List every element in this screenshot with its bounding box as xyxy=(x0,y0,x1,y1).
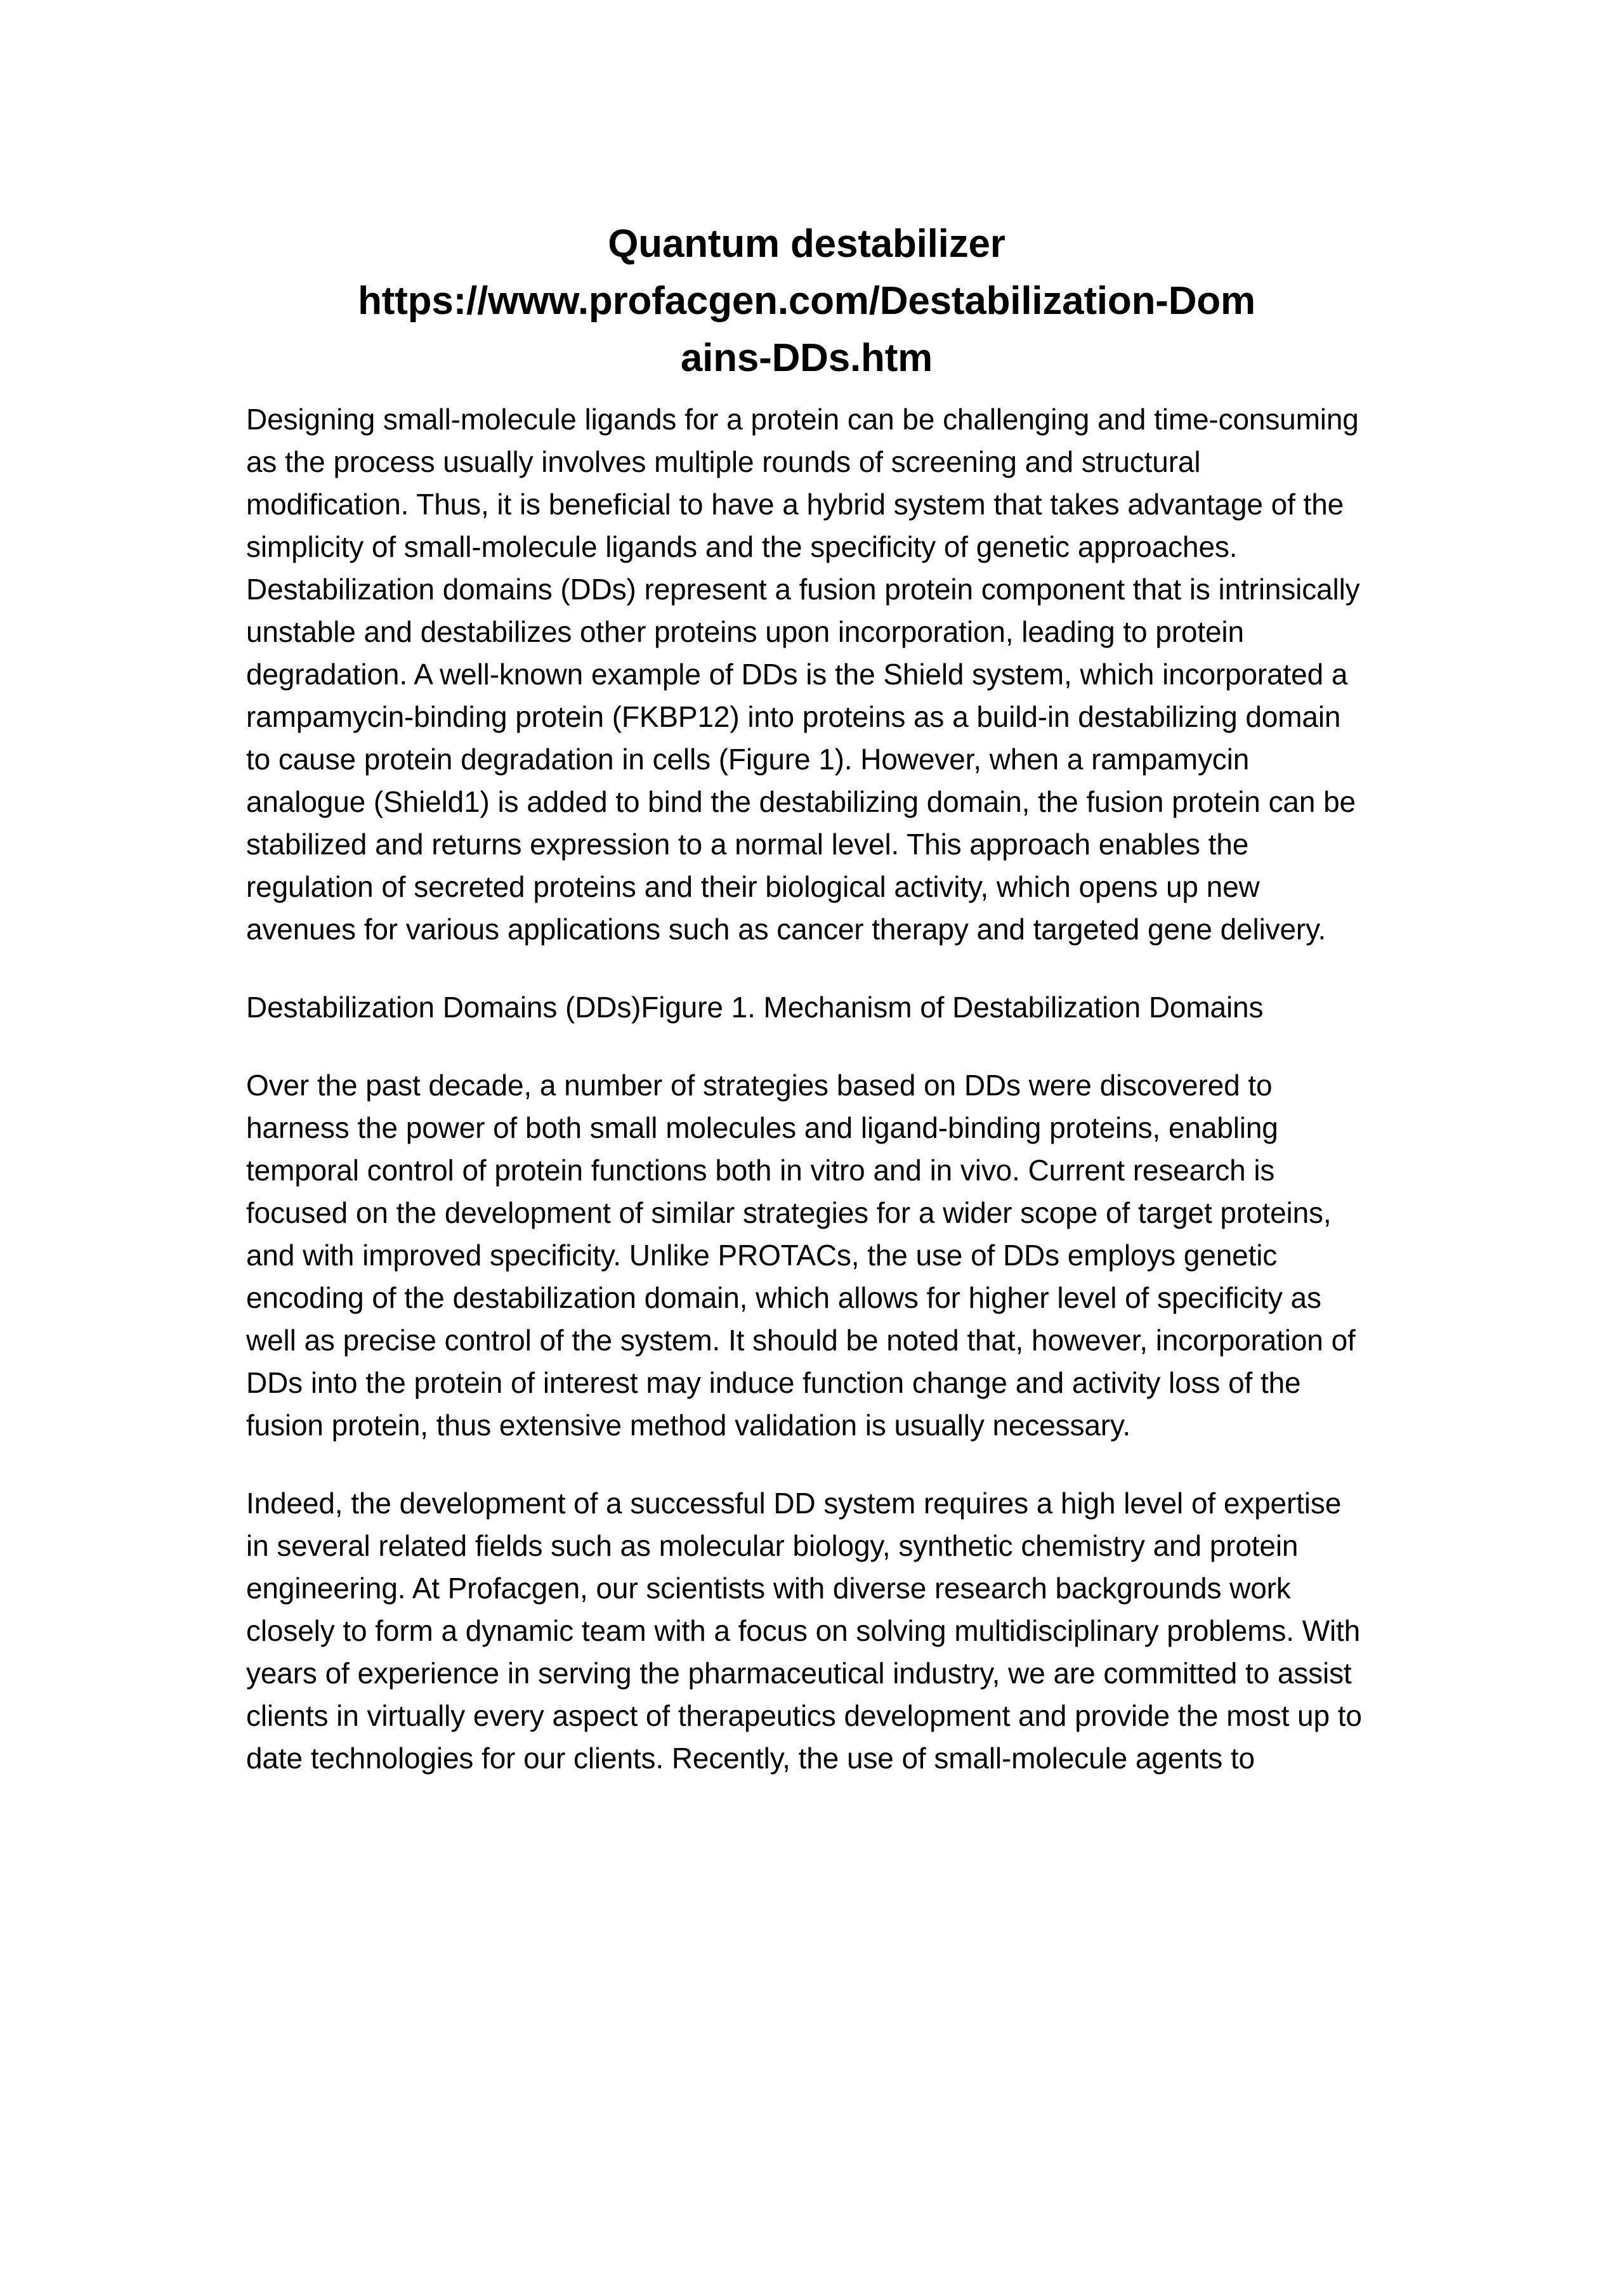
document-content xyxy=(246,216,1367,1780)
page-title xyxy=(246,216,1367,387)
page-title-line-url-part-2: ains-DDs.htm xyxy=(680,336,933,380)
paragraph-intro: Designing small-molecule ligands for a protein can be challenging and time-consuming as the process usually involves multiple rounds of screening and structural modification. Thus, it is beneficial to have a hybrid system that takes advantage of the simplicity of small-molecule ligands and the specificity of genetic approaches. Destabilization domains (DDs) represent a fusion protein component that is intrinsically unstable and destabilizes other proteins upon incorporation, leading to protein degradation. A well-known example of DDs is the Shield system, which incorporated a rampamycin-binding protein (FKBP12) into proteins as a build-in destabilizing domain to cause protein degradation in cells (Figure 1). However, when a rampamycin analogue (Shield1) is added to bind the destabilizing domain, the fusion protein can be stabilized and returns expression to a normal level. This approach enables the regulation of secreted proteins and their biological activity, which opens up new avenues for various applications such as cancer therapy and targeted gene delivery. xyxy=(246,402,1360,946)
page-title-line-url-part-1: https://www.profacgen.com/Destabilization-Dom xyxy=(358,278,1255,323)
page-title-line-name: Quantum destabilizer xyxy=(608,222,1005,266)
paragraph-expertise: Indeed, the development of a successful DD system requires a high level of expertise in several related fields such as molecular biology, synthetic chemistry and protein engineering. At Profacgen, our scientists with diverse research backgrounds work closely to form a dynamic team with a focus on solving multidisciplinary problems. With years of experience in serving the pharmaceutical industry, we are committed to assist clients in virtually every aspect of therapeutics development and provide the most up to date technologies for our clients. Recently, the use of small-molecule agents to xyxy=(246,1486,1362,1775)
paragraph-figure-caption: Destabilization Domains (DDs)Figure 1. Mechanism of Destabilization Domains xyxy=(246,990,1264,1024)
paragraph-strategies: Over the past decade, a number of strategies based on DDs were discovered to harness the power of both small molecules and ligand-binding proteins, enabling temporal control of protein functions both in vitro and in vivo. Current research is focused on the development of similar strategies for a wider scope of target proteins, and with improved specificity. Unlike PROTACs, the use of DDs employs genetic encoding of the destabilization domain, which allows for higher level of specificity as well as precise control of the system. It should be noted that, however, incorporation of DDs into the protein of interest may induce function change and activity loss of the fusion protein, thus extensive method validation is usually necessary. xyxy=(246,1068,1356,1442)
